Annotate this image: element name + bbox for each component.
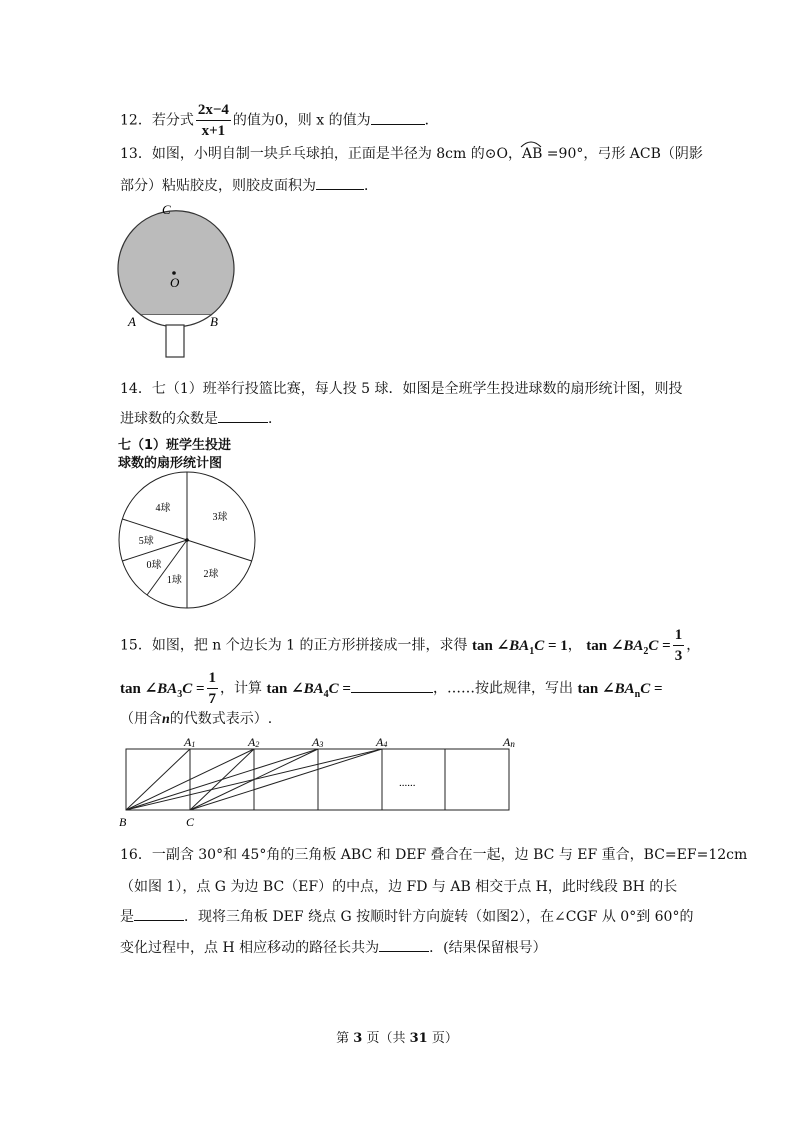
label-a2: A2	[248, 735, 260, 749]
q15-line1	[120, 625, 700, 666]
q15-tan2-ba: BA	[623, 637, 644, 654]
q16-text-c: 变化过程中，点 H 相应移动的路径长共为	[120, 940, 380, 956]
q13-line2	[120, 175, 378, 195]
q16-line2: （如图 1），点 G 为边 BC（EF）的中点，边 FD 与 AB 相交于点 H，此时线段 BH 的长	[120, 879, 678, 895]
q15-frac3	[207, 668, 219, 709]
q16-text-d: ．(结果保留根号）	[429, 940, 547, 956]
q15-tann	[577, 680, 663, 700]
q15-frac2-den: 3	[674, 648, 683, 664]
q15-tan3-eq: =	[195, 680, 205, 697]
q13-answer-blank[interactable]	[316, 175, 364, 190]
label-c: C	[186, 815, 195, 829]
paddle-handle	[166, 325, 184, 357]
q15-answer-blank-1[interactable]	[351, 678, 433, 693]
q15-tan1-ba: BA	[509, 637, 530, 654]
q15-tan3-angle: ∠	[144, 680, 158, 697]
q15-tan4-ba: BA	[303, 680, 324, 697]
q16-answer-blank-2[interactable]	[379, 937, 429, 952]
q15-text-mid: ，计算	[220, 680, 263, 697]
q15-tan1-sub: 1	[529, 645, 535, 657]
q15-frac3-num: 1	[207, 668, 219, 689]
pie-chart	[110, 470, 270, 610]
paddle-shaded-segment	[118, 211, 234, 315]
footer-total-pages: 31	[409, 1031, 428, 1046]
pie-slice-label: 5球	[138, 536, 154, 547]
pie-slice-label: 1球	[166, 574, 182, 586]
q15-tan1-val: 1	[560, 637, 568, 654]
q15-squares-figure	[112, 734, 532, 830]
q15-tan4-sub: 4	[323, 688, 329, 700]
q13-paddle-figure	[110, 196, 250, 366]
q13-text-a: 13．如图，小明自制一块乒乓球拍，正面是半径为 8cm 的⊙O，	[120, 146, 522, 162]
q15-tan2	[586, 637, 671, 657]
q15-tan2-c: C	[648, 637, 659, 654]
q15-tan4-eq: =	[342, 680, 351, 697]
q15-text-a: 15．如图，把 n 个边长为 1 的正方形拼接成一排，求得	[120, 637, 468, 654]
pie-slice-label: 2球	[203, 569, 219, 581]
q15-comma1: ，	[567, 637, 582, 654]
q14-text: 进球数的众数是	[120, 411, 218, 427]
q13-text-c: 部分）粘贴胶皮，则胶皮面积为	[120, 178, 316, 194]
q15-tan4-fn: tan	[266, 680, 288, 697]
q15-text-c: （用含	[120, 711, 162, 727]
footer-text-b: 页（共	[362, 1031, 410, 1046]
q16-text-a: 是	[120, 909, 134, 925]
label-a1: A1	[184, 735, 196, 749]
q13-arc-label: AB	[521, 146, 543, 162]
q15-frac3-den: 7	[208, 691, 217, 707]
line-c-a4	[190, 749, 382, 810]
q14-line2	[120, 408, 282, 428]
label-c: C	[162, 202, 171, 217]
pie-chart-title-1: 七（1）班学生投进	[118, 438, 232, 453]
pie-slice-label: 4球	[155, 502, 171, 514]
q15-tann-ba: BA	[614, 680, 635, 697]
q15-tan4-angle: ∠	[291, 680, 304, 697]
q15-tan2-eq: =	[662, 637, 671, 654]
label-a4: A4	[376, 735, 388, 749]
label-b: B	[119, 815, 127, 829]
q13-arc-ab	[522, 146, 542, 162]
q16-line4	[120, 937, 547, 957]
q15-tann-fn: tan	[577, 680, 599, 697]
q12-suffix: 的值为0，则 x 的值为	[232, 112, 371, 129]
q15-text-n: n	[162, 712, 170, 727]
q16-line1: 16．一副含 30°和 45°角的三角板 ABC 和 DEF 叠合在一起，边 BC 与 EF 重合，BC=EF=12cm	[120, 847, 748, 863]
q15-tan4	[266, 680, 351, 700]
q15-tan2-fn: tan	[586, 637, 608, 654]
pie-chart-title-2: 球数的扇形统计图	[118, 456, 223, 471]
q15-tann-angle: ∠	[602, 680, 615, 697]
q15-frac2-num: 1	[673, 625, 685, 646]
q15-line3	[120, 708, 272, 728]
label-a3: A3	[312, 735, 324, 749]
label-dots: ......	[399, 777, 416, 789]
q14-answer-blank[interactable]	[218, 408, 268, 423]
pie-slice-label: 0球	[146, 559, 162, 571]
label-an: An	[503, 735, 515, 749]
label-b: B	[210, 314, 218, 329]
q13-end: ．	[364, 178, 378, 194]
q15-text-d: 的代数式表示）.	[169, 711, 273, 727]
q15-tan4-c: C	[328, 680, 339, 697]
q16-line3	[120, 906, 693, 926]
q15-tan3-fn: tan	[120, 680, 141, 697]
q15-tan3-sub: 3	[177, 688, 183, 700]
q14-line1: 14．七（1）班举行投篮比赛，每人投 5 球．如图是全班学生投进球数的扇形统计图，则投	[120, 381, 683, 397]
q16-text-b: ．现将三角板 DEF 绕点 G 按顺时针方向旋转（如图2），在∠CGF 从 0°到 60°的	[184, 909, 694, 925]
q16-answer-blank-1[interactable]	[134, 906, 184, 921]
q15-tann-sub: n	[634, 688, 641, 700]
q15-comma2: ，	[686, 637, 701, 654]
q15-tan2-sub: 2	[643, 645, 649, 657]
line-b-a1	[126, 749, 190, 810]
q15-tan1-c: C	[534, 637, 545, 654]
q15-tan1-eq: =	[547, 637, 557, 654]
q15-line2	[120, 668, 663, 709]
q12-fraction-num: 2x−4	[196, 100, 231, 121]
pie-center-point	[185, 538, 189, 542]
q15-tan1	[472, 637, 568, 657]
arc-symbol-icon	[520, 140, 542, 148]
q13-line1	[120, 143, 703, 163]
footer-page-number: 3	[353, 1031, 363, 1046]
q15-tan1-fn: tan	[472, 637, 493, 654]
footer-text-a: 第	[336, 1031, 354, 1046]
q15-tan3-c: C	[182, 680, 193, 697]
q12-line	[120, 100, 439, 141]
q15-tann-eq: =	[653, 680, 663, 697]
q12-fraction-den: x+1	[201, 123, 226, 139]
q12-answer-blank[interactable]	[371, 110, 425, 125]
q15-frac2	[673, 625, 685, 666]
q15-tan2-angle: ∠	[610, 637, 624, 654]
q12-end: ．	[424, 112, 439, 129]
page-footer	[0, 1027, 794, 1046]
q12-prefix: 12．若分式	[120, 112, 194, 129]
line-c-a2	[190, 749, 254, 810]
q15-tan1-angle: ∠	[496, 637, 510, 654]
q15-text-b: ，……按此规律，写出	[432, 680, 573, 697]
pie-slice-label: 3球	[212, 512, 228, 524]
q12-fraction	[196, 100, 231, 141]
q15-tan3	[120, 680, 205, 700]
label-o: O	[170, 275, 180, 290]
q15-tann-c: C	[640, 680, 651, 697]
label-a: A	[128, 314, 136, 329]
q15-tan3-ba: BA	[157, 680, 178, 697]
q14-end: ．	[268, 411, 282, 427]
q13-text-b: =90°，弓形 ACB（阴影	[542, 146, 703, 162]
footer-text-c: 页）	[427, 1031, 458, 1046]
